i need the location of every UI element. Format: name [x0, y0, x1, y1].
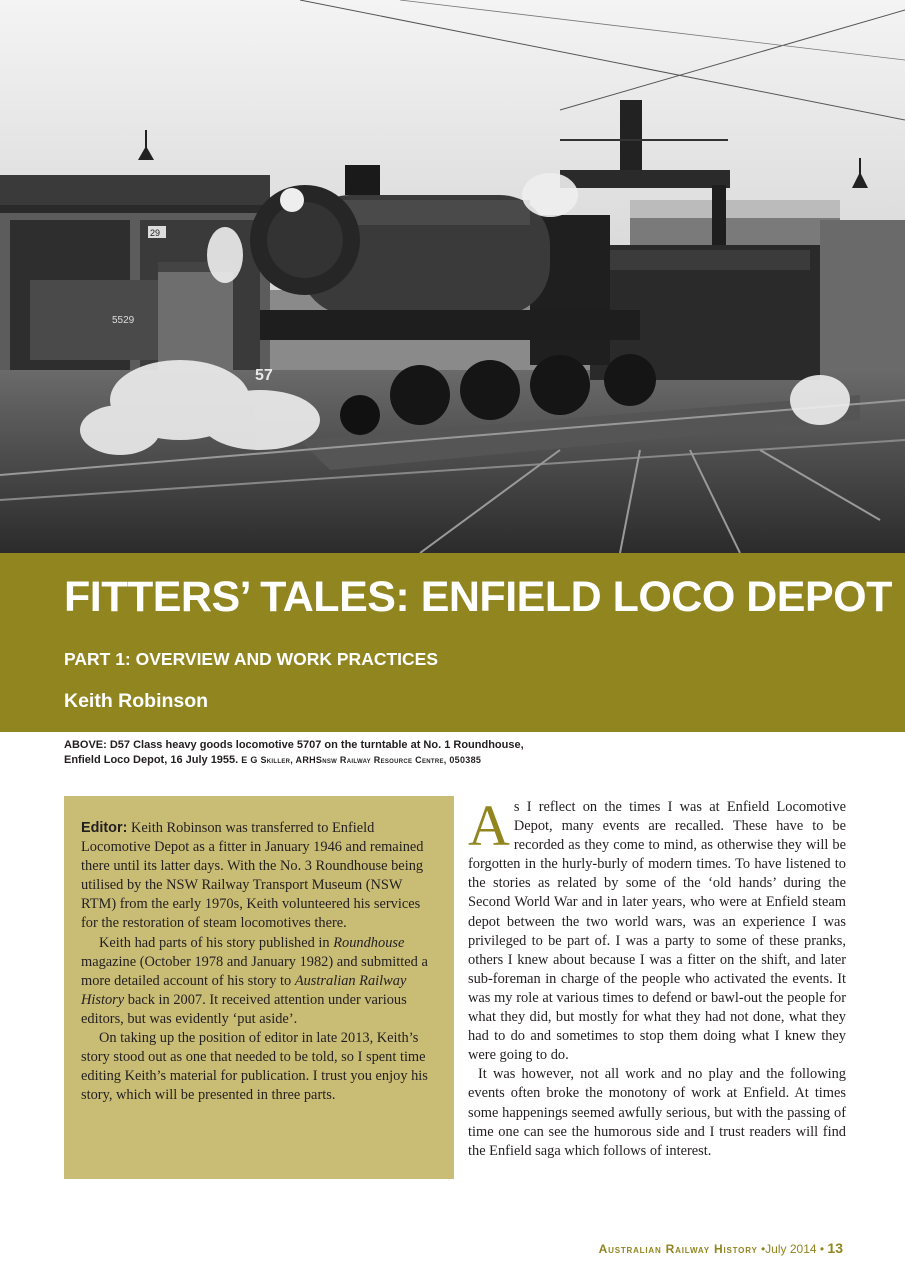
caption-line-2	[64, 753, 844, 768]
drop-cap: A	[468, 793, 510, 858]
locomotive-photo-illustration	[0, 0, 905, 553]
title-band	[0, 553, 905, 732]
article-author: Keith Robinson	[64, 690, 209, 712]
tender-number: 5529	[112, 315, 135, 326]
roundhouse-title: Roundhouse	[333, 934, 405, 951]
page-number: 13	[827, 1240, 843, 1256]
caption-line-1: ABOVE: D57 Class heavy goods locomotive 5707 on the turntable at No. 1 Roundhouse,	[64, 739, 524, 751]
loco-number: 57	[255, 367, 273, 384]
locomotive-photo	[0, 0, 905, 553]
arh-title: Australian Railway History	[81, 972, 407, 1008]
editor-note-paragraph-3: On taking up the position of editor in late 2013, Keith’s story stood out as one that needed to be told, so I spent time editing Keith’s material for publication. I trust you enjoy his story, which will be presented in three parts.	[81, 1030, 428, 1104]
editor-note-text-2b: magazine (October 1978 and January 1982) and submitted a more detailed account of his story to	[81, 953, 428, 989]
article-subtitle: PART 1: OVERVIEW AND WORK PRACTICES	[64, 649, 439, 669]
page-footer	[599, 1240, 843, 1256]
article-title: FITTERS’ TALES: ENFIELD LOCO DEPOT	[64, 573, 892, 621]
editor-note-text-2a: Keith had parts of his story published in	[99, 934, 334, 951]
article-paragraph-2: It was however, not all work and no play and the following events often broke the monotony of work at Enfield. At times some happenings seemed awfully serious, but with the passing of time one can see the humorous side and I trust readers will find the Enfield saga which follows of interest.	[468, 1066, 846, 1159]
article-text-1: s I reflect on the times I was at Enfield Locomotive Depot, many events are recalled. These have to be recorded as they come to mind, as otherwise they will be forgotten in the hurly-burly of modern times. To have listened to the stories as related by some of the ‘old hands’ during the Second World War and in later years, who were at Enfield steam depot between the two world wars, was an experience I was privileged to be part of. I was a party to some of these pranks, others I knew about because I was a fitter on the shift, and later sub-foreman in charge of the people who activated the events. It was my role at various times to defend or bawl-out the people for what they did, but mostly for what they had not done, what they had to do and sometimes to stop them doing what I knew they were going to do.	[468, 799, 846, 1064]
editor-note-box	[64, 796, 454, 1179]
caption-text: Enfield Loco Depot, 16 July 1955.	[64, 754, 239, 766]
editor-label: Editor:	[81, 820, 128, 836]
editor-note-text-2c: back in 2007. It received attention under various editors, but was evidently ‘put aside’.	[81, 991, 407, 1027]
shed-number: 29	[150, 228, 161, 238]
article-body	[468, 793, 846, 1161]
editor-note-paragraph-1	[81, 819, 438, 934]
publication-name: Australian Railway History	[598, 1242, 758, 1256]
issue-date: •July 2014 •	[760, 1242, 825, 1256]
editor-note-paragraph-2	[81, 934, 438, 1029]
editor-note-text-1: Keith Robinson was transferred to Enfield Locomotive Depot as a fitter in January 1946 and remained there until its latter days. With the No. 3 Roundhouse being utilised by the NSW Railway Transport Museum (NSW RTM) from the early 1970s, Keith volunteered his services for the restoration of steam locomotives there.	[81, 820, 424, 932]
photo-credit: E G Skiller, ARHSnsw Railway Resource Centre, 050385	[241, 755, 482, 765]
photo-caption	[64, 738, 844, 768]
article-paragraph-1	[468, 793, 846, 1065]
